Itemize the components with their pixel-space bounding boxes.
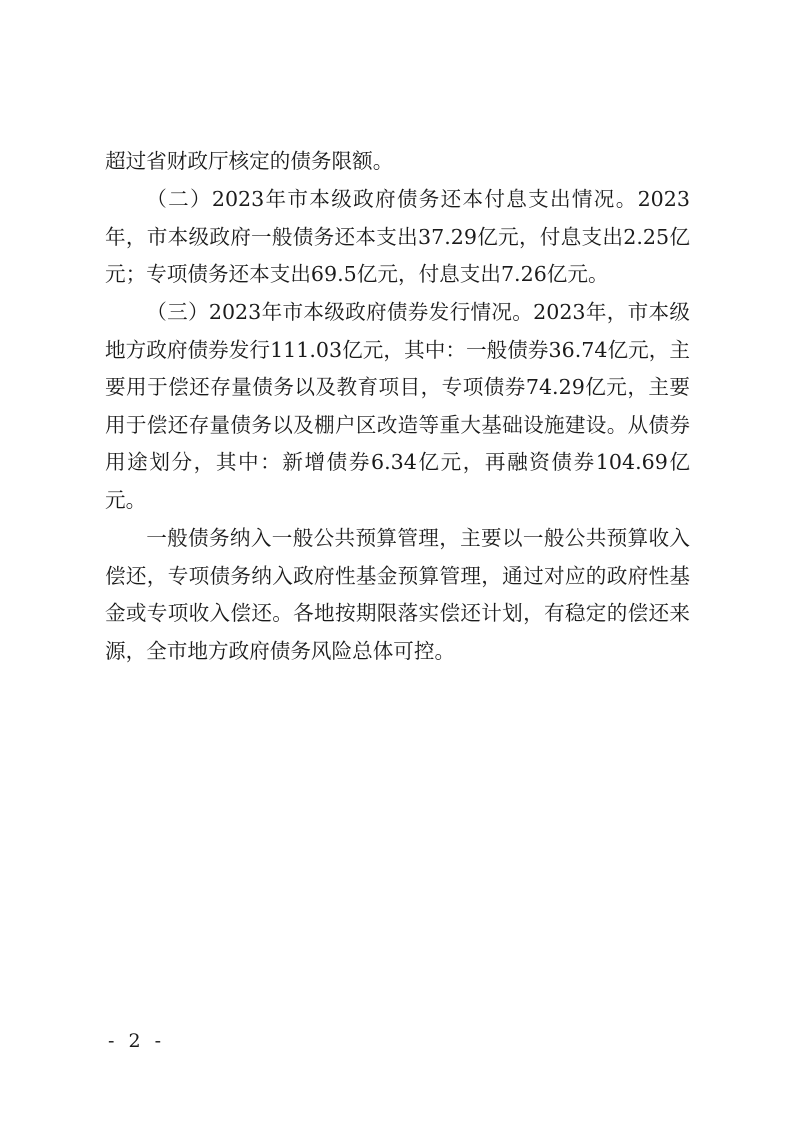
paragraph-repayment — [105, 181, 690, 294]
paragraph-text: 超过省财政厅核定的债务限额。 — [105, 149, 394, 173]
paragraph-text: 一般债务纳入一般公共预算管理，主要以一般公共预算收入偿还，专项债务纳入政府性基金预算管理，通过对应的政府性基金或专项收入偿还。各地按期限落实偿还计划，有稳定的偿还来源，全市地方政府债务风险总体可控。 — [105, 526, 690, 663]
paragraph-continuation — [105, 143, 690, 181]
paragraph-text: （二）2023年市本级政府债务还本付息支出情况。2023年，市本级政府一般债务还本支出37.29亿元，付息支出2.25亿元；专项债务还本支出69.5亿元，付息支出7.26亿元。 — [105, 187, 690, 287]
paragraph-text: （三）2023年市本级政府债券发行情况。2023年，市本级地方政府债券发行111.03亿元，其中：一般债券36.74亿元，主要用于偿还存量债务以及教育项目，专项债券74.29亿元，主要用于偿还存量债务以及棚户区改造等重大基础设施建设。从债券用途划分，其中：新增债券6.34亿元，再融资债券104.69亿元。 — [105, 300, 690, 512]
paragraph-debt-management — [105, 520, 690, 670]
paragraph-bond-issuance — [105, 294, 690, 520]
page-number: - 2 - — [108, 1030, 166, 1052]
